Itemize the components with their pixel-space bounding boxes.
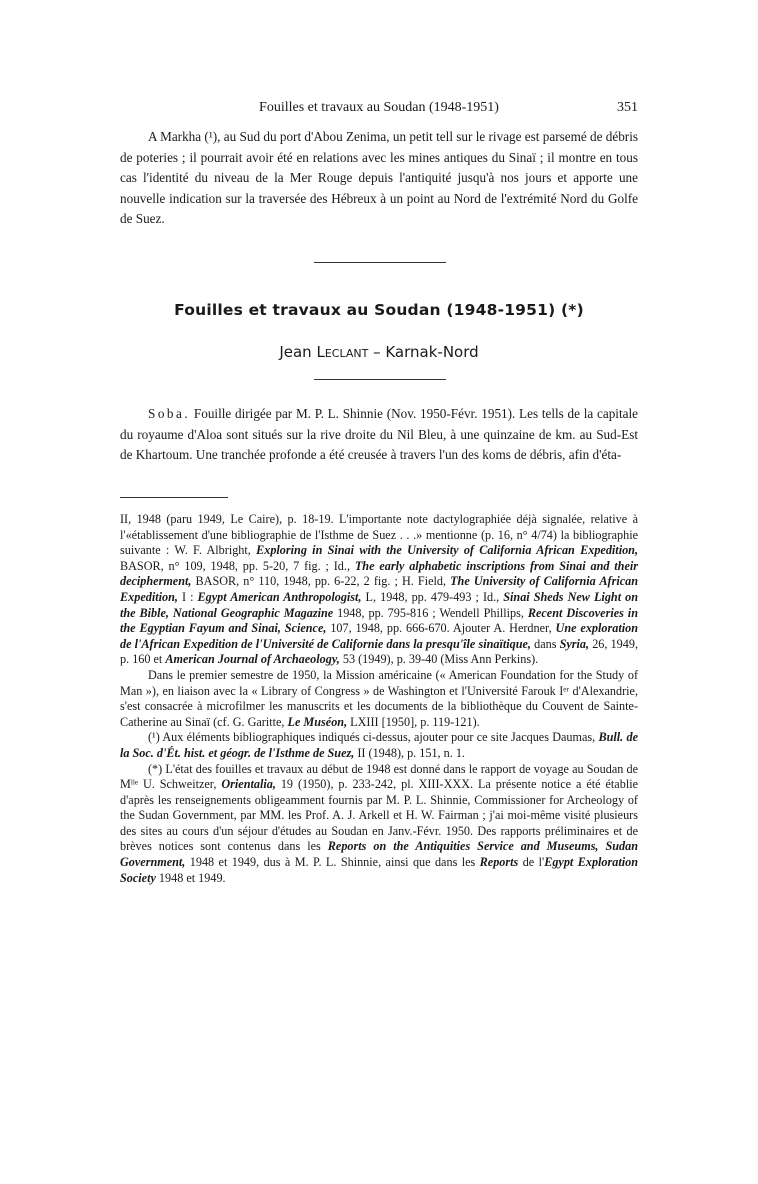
fn-citation: Recent Discoveries in the Egyptian Fayum and Sinai, Science, [120,605,638,636]
fn-citation: Egypt Exploration Society [120,855,639,885]
fn-text: 1948 et 1949, dus à M. P. L. Shinnie, ainsi que dans les [185,855,480,870]
running-title: Fouilles et travaux au Soudan (1948-1951) [259,100,499,115]
section-divider [314,262,446,263]
fn-text: II, 1948 (paru 1949, Le Caire), p. 18-19. L'importante note dactylographiée déjà signalée, relative à l'«établissement d'une bibliographie de l'Isthme de Suez . . .» mentionne (p. 16, n° 4/74) la bibliographie suivante : W. F. Albright, [120,512,638,558]
fn-text: 19 (1950), p. 233-242, pl. XIII-XXX. La présente notice a été établie d'après les renseignements obligeamment fournis par M. P. L. Shinnie, Commissioner for Archeology of the Sudan Government, par MM. les Prof. A. J. Arkell et H. W. Fairman ; j'ai moi-même visité plusieurs des sites au cours d'un séjour d'études au Soudan en Janv.-Févr. 1950. Des rapports préliminaires et de brèves notices sont contenus dans les [120,777,638,854]
author-separator: – [368,343,386,361]
fn-citation: Reports on the Antiquities Service and Museums, Sudan Government, [120,839,638,870]
fn-text: 53 (1949), p. 39-40 (Miss Ann Perkins). [339,652,539,667]
fn-citation: Reports [479,855,519,870]
fn-text: dans [530,636,560,651]
section-title: Fouilles et travaux au Soudan (1948-1951) (*) [174,301,584,319]
footnote-rule [120,497,228,498]
fn-text: (*) L'état des fouilles et travaux au début de 1948 est donné dans le rapport de voyage au Soudan de Mˡˡᵉ U. Schweitzer, [120,761,638,792]
fn-text: 26, 1949, p. 160 et [120,636,639,667]
fn-text: de l' [518,855,545,870]
fn-citation: The early alphabetic inscriptions from Sinai and their decipherment, [120,558,638,589]
fn-citation: Sinai Sheds New Light on the Bible, National Geographic Magazine [120,589,638,620]
running-header [120,100,638,120]
fn-citation: Syria, [559,636,590,651]
fn-citation: Exploring in Sinai with the University of California African Expedition, [256,543,639,558]
fn-text: 1948, pp. 795-816 ; Wendell Phillips, [333,605,528,620]
fn-text: BASOR, n° 110, 1948, pp. 6-22, 2 fig. ; H. Field, [191,574,451,589]
author-last-name: Leclant [316,343,369,361]
fn-citation: The University of California African Expedition, [120,574,638,604]
fn-text: 1948 et 1949. [155,870,226,885]
footnotes [120,512,638,886]
fn-citation: Orientalia, [221,777,276,792]
author-first-name: Jean [279,343,312,361]
fn-citation: Une exploration de l'African Expedition de l'Université de Californie dans la presqu'île sinaïtique, [120,621,638,651]
fn-citation: Bull. de la Soc. d'Ét. hist. et géogr. de l'Isthme de Suez, [120,730,638,760]
fn-text: (¹) Aux éléments bibliographiques indiqués ci-dessus, ajouter pour ce site Jacques Daumas, [148,730,599,745]
fn-text: 107, 1948, pp. 666-670. Ajouter A. Herdner, [326,621,556,636]
footnote-star [120,762,638,887]
soba-text: Fouille dirigée par M. P. L. Shinnie (Nov. 1950-Févr. 1951). Les tells de la capitale du royaume d'Aloa sont situés sur la rive droite du Nil Bleu, à une quinzaine de km. au Sud-Est de Khartoum. Une tranchée profonde a été creusée à travers l'un des koms de débris, afin d'éta- [120,406,638,463]
footnote-sinai-mission [120,668,638,730]
fn-citation: Le Muséon, [287,714,348,729]
fn-text: Dans le premier semestre de 1950, la Mission américaine (« American Foundation for the Study of Man »), en liaison avec la « Library of Congress » de Washington et l'Université Farouk Iᵉʳ d'Alexandrie, s'est consacrée à microfilmer les manuscrits et les documents de la bibliothèque du Couvent de Sainte-Catherine au Sinaï (cf. G. Garitte, [120,667,638,729]
intro-paragraph: A Markha (¹), au Sud du port d'Abou Zenima, un petit tell sur le rivage est parsemé de débris de poteries ; il pourrait avoir été en relations avec les mines antiques du Sinaï ; il montre en tous cas l'identité du niveau de la Mer Rouge depuis l'antiquité jusqu'à nos jours et apporte une nouvelle indication sur la traversée des Hébreux à un point au Nord de l'extrémité Nord du Golfe de Suez. [120,129,638,227]
fn-text: II (1948), p. 151, n. 1. [354,745,465,760]
footnote-continued [120,512,638,668]
fn-text: LXIII [1950], p. 119-121). [347,714,480,729]
footnote-1 [120,730,638,761]
author-affiliation: Karnak-Nord [385,343,479,361]
author-divider [314,379,446,380]
fn-citation: American Journal of Archaeology, [165,652,340,667]
fn-text: I : [177,589,198,604]
soba-lead: Soba. [148,406,191,421]
fn-text: L, 1948, pp. 479-493 ; Id., [361,589,504,604]
author-line [120,343,638,361]
fn-citation: Egypt American Anthropologist, [197,589,362,604]
soba-paragraph [120,404,638,466]
fn-text: BASOR, n° 109, 1948, pp. 5-20, 7 fig. ; Id., [120,558,355,573]
page-number: 351 [617,100,638,115]
